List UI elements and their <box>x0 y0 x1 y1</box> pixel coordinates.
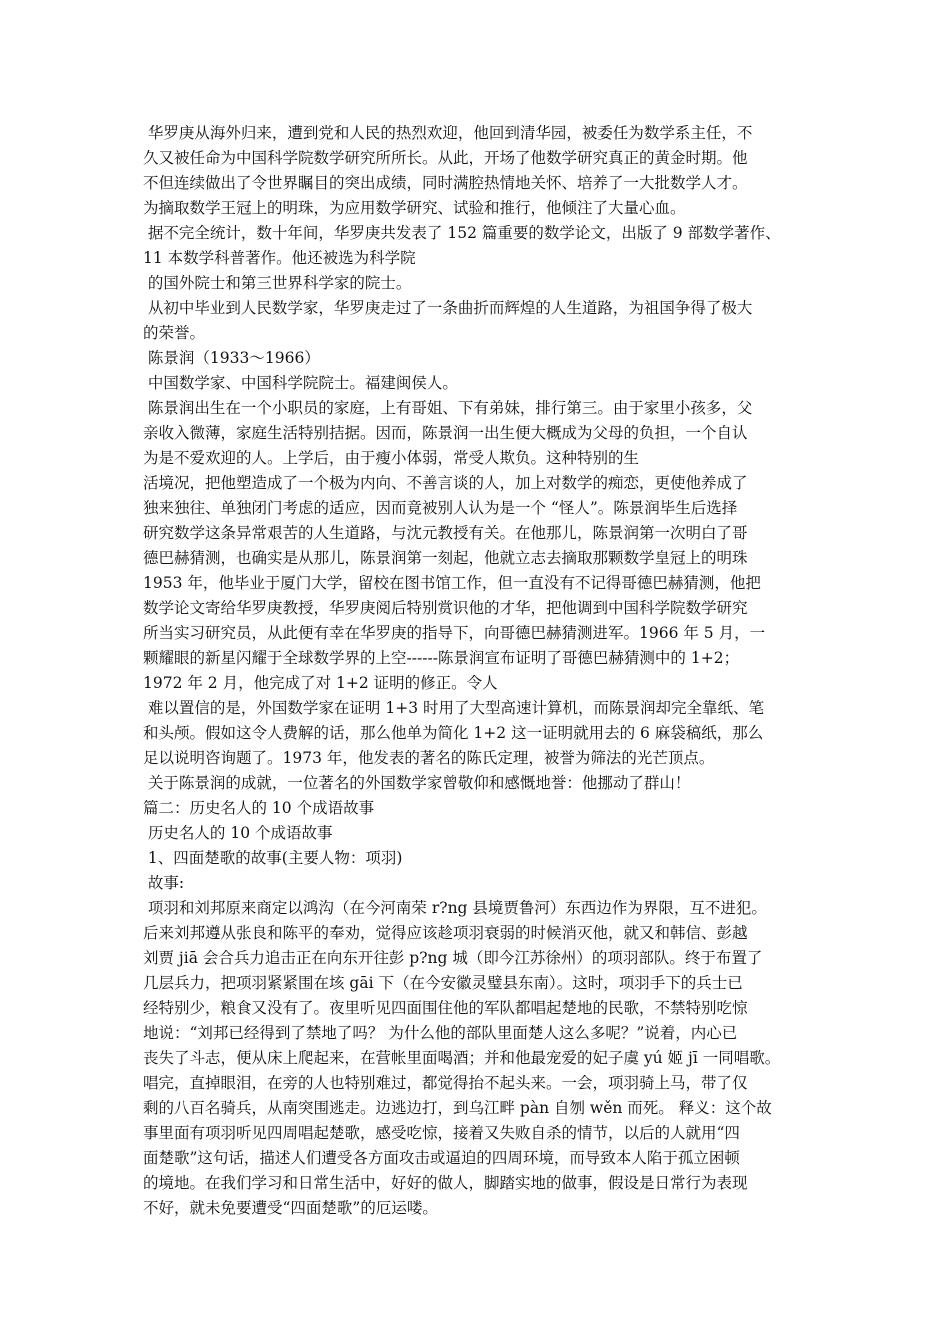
text-line: 陈景润（1933～1966） <box>143 349 320 367</box>
text-line: 几层兵力，把项羽紧紧围在垓 gāi 下（在今安徽灵璧县东南）。这时，项羽手下的兵士已 <box>143 974 743 992</box>
text-line: 的荣誉。 <box>143 324 206 342</box>
text-line: 独来独往、单独闭门考虑的适应，因而竟被别人认为是一个 “怪人”。陈景润毕生后选择 <box>143 499 738 517</box>
text-line: 剩的八百名骑兵，从南突围逃走。边逃边打，到乌江畔 pàn 自刎 wěn 而死。 释义：这个故 <box>143 1099 772 1117</box>
text-line: 为摘取数学王冠上的明珠，为应用数学研究、试验和推行，他倾注了大量心血。 <box>143 199 686 217</box>
text-line: 亲收入微薄，家庭生活特别拮据。因而，陈景润一出生便大概成为父母的负担，一个自认 <box>143 424 748 442</box>
text-line: 数学论文寄给华罗庚教授，华罗庚阅后特别赏识他的才华，把他调到中国科学院数学研究 <box>143 599 748 617</box>
text-line: 研究数学这条异常艰苦的人生道路，与沈元教授有关。在他那儿，陈景润第一次明白了哥 <box>143 524 748 542</box>
text-line: 11 本数学科普著作。他还被选为科学院 <box>143 249 416 267</box>
section-heading: 篇二：历史名人的 10 个成语故事 <box>143 799 375 817</box>
subheading: 历史名人的 10 个成语故事 <box>143 824 333 842</box>
text-line: 地说：“刘邦已经得到了禁地了吗？ 为什么他的部队里面楚人这么多呢？”说着，内心已 <box>143 1024 738 1042</box>
text-line: 据不完全统计，数十年间，华罗庚共发表了 152 篇重要的数学论文，出版了 9 部数学著作、 <box>143 224 781 242</box>
text-line: 陈景润出生在一个小职员的家庭，上有哥姐、下有弟妹，排行第三。由于家里小孩多，父 <box>143 399 753 417</box>
text-line: 经特别少，粮食又没有了。夜里听见四面围住他的军队都唱起楚地的民歌，不禁特别吃惊 <box>143 999 748 1017</box>
text-line: 为是不爱欢迎的人。上学后，由于瘦小体弱，常受人欺负。这种特别的生 <box>143 449 640 467</box>
text-line: 所当实习研究员，从此便有幸在华罗庚的指导下，向哥德巴赫猜测进军。1966 年 5 月，一 <box>143 624 766 642</box>
text-line: 从初中毕业到人民数学家，华罗庚走过了一条曲折而辉煌的人生道路，为祖国争得了极大 <box>143 299 753 317</box>
text-line: 丧失了斗志，便从床上爬起来，在营帐里面喝酒；并和他最宠爱的妃子虞 yú 姬 jī 一同唱歌。 <box>143 1049 781 1067</box>
text-line: 事里面有项羽听见四周唱起楚歌，感受吃惊，接着又失败自杀的情节，以后的人就用“四 <box>143 1124 740 1142</box>
text-line: 后来刘邦遵从张良和陈平的奉劝，觉得应该趁项羽衰弱的时候消灭他，就又和韩信、彭越 <box>143 924 748 942</box>
story-title: 1、四面楚歌的故事(主要人物：项羽) <box>143 849 403 867</box>
text-line: 刘贾 jiā 会合兵力追击正在向东开往彭 p?ng 城（即今江苏徐州）的项羽部队。终于布置了 <box>143 949 763 967</box>
text-line: 和头颅。假如这令人费解的话，那么他单为简化 1+2 这一证明就用去的 6 麻袋稿纸，那么 <box>143 724 764 742</box>
text-line: 面楚歌”这句话，描述人们遭受各方面攻击或逼迫的四周环境，而导致本人陷于孤立困顿 <box>143 1149 740 1167</box>
text-line: 足以说明咨询题了。1973 年，他发表的著名的陈氏定理，被誉为筛法的光芒顶点。 <box>143 749 715 767</box>
text-line: 的境地。在我们学习和日常生活中，好好的做人，脚踏实地的做事，假设是日常行为表现 <box>143 1174 748 1192</box>
text-line: 的国外院士和第三世界科学家的院士。 <box>143 274 412 292</box>
text-line: 活境况，把他塑造成了一个极为内向、不善言谈的人，加上对数学的痴恋，更使他养成了 <box>143 474 748 492</box>
text-line: 难以置信的是，外国数学家在证明 1+3 时用了大型高速计算机，而陈景润却完全靠纸、笔 <box>143 699 764 717</box>
document-page <box>143 121 811 1221</box>
text-line: 1953 年，他毕业于厦门大学，留校在图书馆工作，但一直没有不记得哥德巴赫猜测，他把 <box>143 574 761 592</box>
text-line: 关于陈景润的成就，一位著名的外国数学家曾敬仰和感慨地誉：他挪动了群山！ <box>143 774 691 792</box>
text-line: 华罗庚从海外归来，遭到党和人民的热烈欢迎，他回到清华园，被委任为数学系主任，不 <box>143 124 753 142</box>
text-line: 德巴赫猜测，也确实是从那儿，陈景润第一刻起，他就立志去摘取那颗数学皇冠上的明珠 <box>143 549 748 567</box>
text-line: 不好，就未免要遭受“四面楚歌”的厄运喽。 <box>143 1199 438 1217</box>
text-line: 不但连续做出了令世界瞩目的突出成绩，同时满腔热情地关怀、培养了一大批数学人才。 <box>143 174 748 192</box>
text-line: 颗耀眼的新星闪耀于全球数学界的上空------陈景润宣布证明了哥德巴赫猜测中的 1+2； <box>143 649 740 667</box>
text-line: 中国数学家、中国科学院院士。福建闽侯人。 <box>143 374 458 392</box>
text-line: 唱完，直掉眼泪，在旁的人也特别难过，都觉得抬不起头来。一会，项羽骑上马，带了仅 <box>143 1074 748 1092</box>
story-label: 故事: <box>143 874 185 892</box>
text-line: 1972 年 2 月，他完成了对 1+2 证明的修正。令人 <box>143 674 498 692</box>
text-line: 项羽和刘邦原来商定以鸿沟（在今河南荣 r?ng 县境贾鲁河）东西边作为界限，互不进犯。 <box>143 899 767 917</box>
text-line: 久又被任命为中国科学院数学研究所所长。从此，开场了他数学研究真正的黄金时期。他 <box>143 149 748 167</box>
